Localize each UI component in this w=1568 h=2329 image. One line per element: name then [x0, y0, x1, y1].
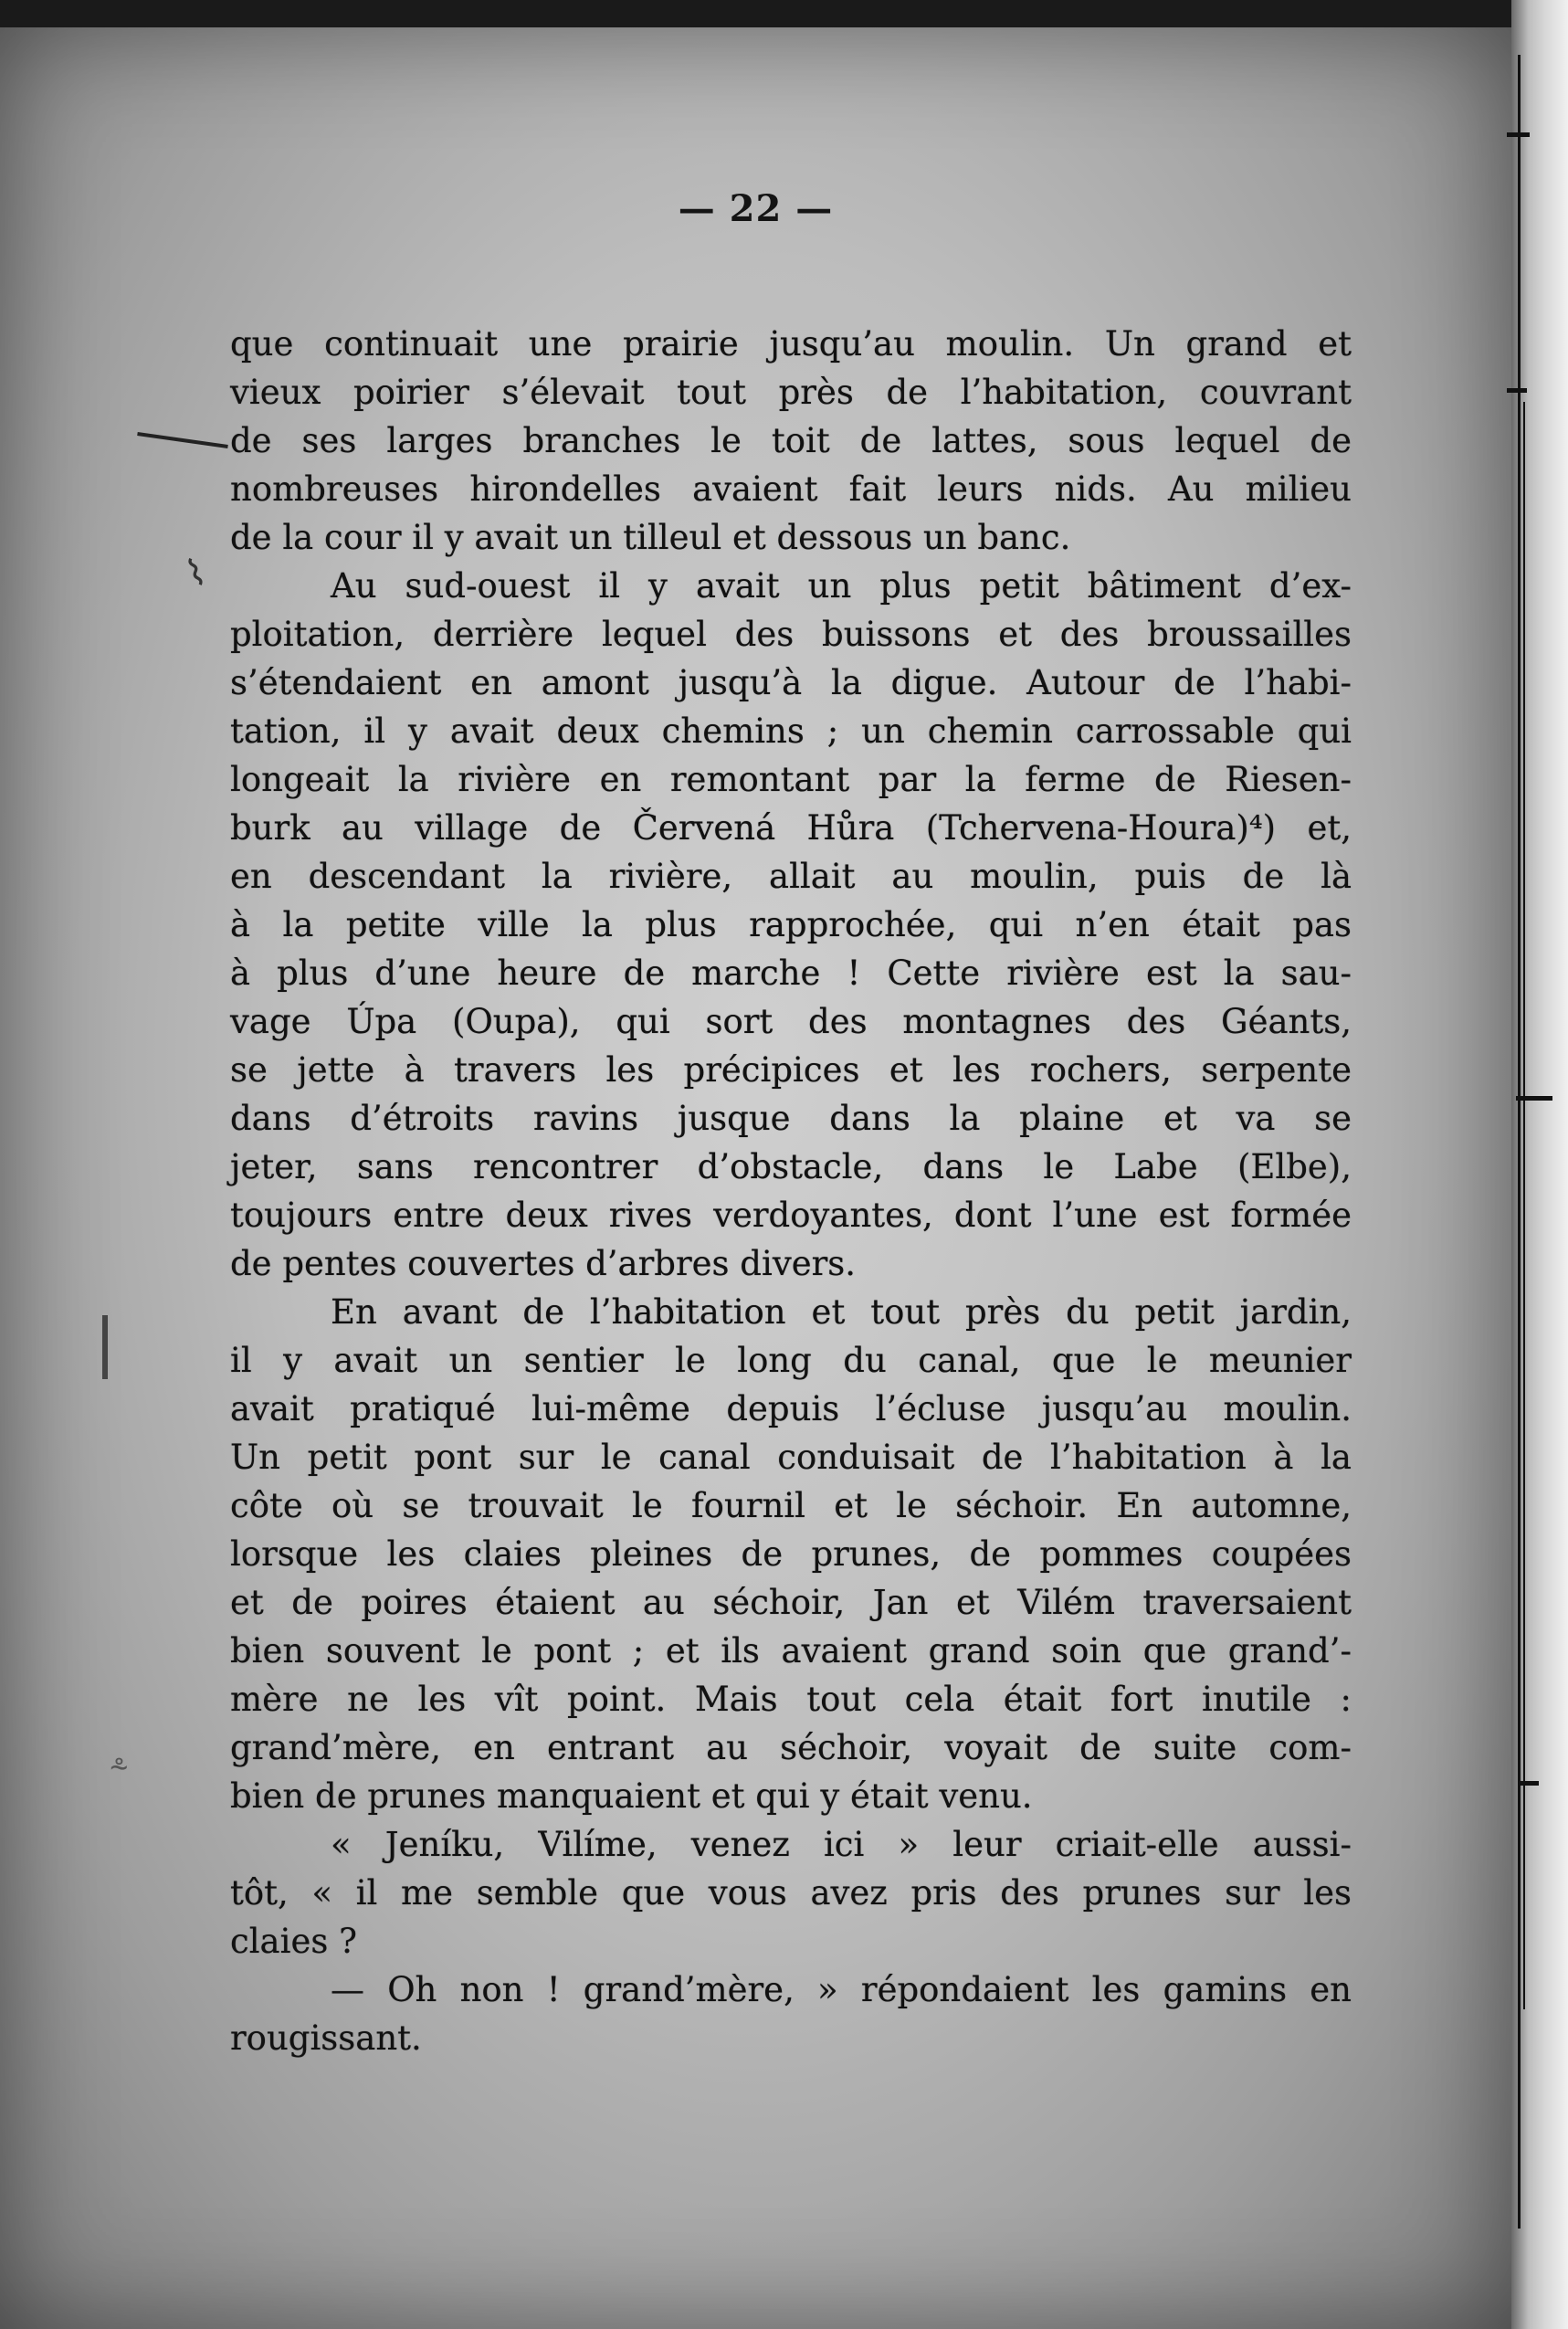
text-line: côte où se trouvait le fournil et le séchoir. En automne,	[230, 1486, 1352, 1525]
text-line: jeter, sans rencontrer d’obstacle, dans le Labe (Elbe),	[230, 1147, 1352, 1186]
page-number: — 22 —	[678, 187, 834, 230]
text-line: il y avait un sentier le long du canal, que le meunier	[230, 1341, 1352, 1380]
page-edge-tick	[1507, 132, 1530, 137]
margin-pencil-mark: ⌇	[180, 551, 212, 596]
text-line: mère ne les vît point. Mais tout cela était fort inutile :	[230, 1680, 1352, 1719]
text-line: bien de prunes manquaient et qui y était venu.	[230, 1776, 1033, 1816]
text-line: et de poires étaient au séchoir, Jan et Vilém traversaient	[230, 1583, 1352, 1622]
text-line: se jette à travers les précipices et les rochers, serpente	[230, 1050, 1352, 1090]
text-line: avait pratiqué lui-même depuis l’écluse jusqu’au moulin.	[230, 1389, 1352, 1428]
text-line: rougissant.	[230, 2018, 422, 2058]
page-edge-line	[1518, 55, 1521, 2229]
text-line: à la petite ville la plus rapprochée, qui n’en était pas	[230, 905, 1352, 944]
page-edge-tick	[1507, 388, 1527, 393]
text-line: de pentes couvertes d’arbres divers.	[230, 1244, 857, 1283]
book-page	[0, 27, 1511, 2329]
text-line: nombreuses hirondelles avaient fait leurs nids. Au milieu	[230, 469, 1352, 509]
text-line: claies ?	[230, 1922, 357, 1961]
margin-pencil-mark: ⸛	[110, 1750, 129, 1787]
text-line: que continuait une prairie jusqu’au moulin. Un grand et	[230, 324, 1352, 364]
text-line: de la cour il y avait un tilleul et dessous un banc.	[230, 518, 1071, 557]
text-line: dans d’étroits ravins jusque dans la plaine et va se	[230, 1099, 1352, 1138]
text-line: « Jeníku, Vilíme, venez ici » leur criait-elle aussi-	[331, 1825, 1352, 1864]
text-line: à plus d’une heure de marche ! Cette rivière est la sau-	[230, 954, 1352, 993]
text-line: longeait la rivière en remontant par la ferme de Riesen-	[230, 760, 1352, 799]
text-line: tôt, « il me semble que vous avez pris des prunes sur les	[230, 1873, 1352, 1913]
text-line: vage Úpa (Oupa), qui sort des montagnes des Géants,	[230, 1002, 1352, 1041]
text-line: grand’mère, en entrant au séchoir, voyait de suite com-	[230, 1728, 1352, 1767]
page-edge-tick	[1521, 1781, 1539, 1786]
text-line: ploitation, derrière lequel des buissons et des broussailles	[230, 615, 1352, 654]
page-edge-tick	[1516, 1096, 1552, 1101]
text-line: s’étendaient en amont jusqu’à la digue. Autour de l’habi-	[230, 663, 1352, 702]
text-line: toujours entre deux rives verdoyantes, dont l’une est formée	[230, 1196, 1352, 1235]
body-text	[230, 320, 1352, 2062]
text-line: — Oh non ! grand’mère, » répondaient les gamins en	[331, 1970, 1352, 2009]
page-edge-line	[1523, 402, 1525, 2009]
text-line: tation, il y avait deux chemins ; un chemin carrossable qui	[230, 711, 1352, 751]
text-line: burk au village de Červená Hůra (Tchervena-Houra)⁴) et,	[230, 808, 1352, 848]
text-line: lorsque les claies pleines de prunes, de pommes coupées	[230, 1534, 1352, 1574]
margin-pencil-mark	[102, 1315, 108, 1379]
text-line: en descendant la rivière, allait au moulin, puis de là	[230, 857, 1352, 896]
text-line: Au sud-ouest il y avait un plus petit bâtiment d’ex-	[331, 566, 1352, 606]
text-line: vieux poirier s’élevait tout près de l’habitation, couvrant	[230, 373, 1352, 412]
margin-pencil-mark	[137, 432, 228, 448]
text-line: En avant de l’habitation et tout près du petit jardin,	[331, 1292, 1352, 1332]
text-line: de ses larges branches le toit de lattes, sous lequel de	[230, 421, 1352, 460]
text-line: Un petit pont sur le canal conduisait de l’habitation à la	[230, 1438, 1352, 1477]
text-line: bien souvent le pont ; et ils avaient grand soin que grand’-	[230, 1631, 1352, 1670]
